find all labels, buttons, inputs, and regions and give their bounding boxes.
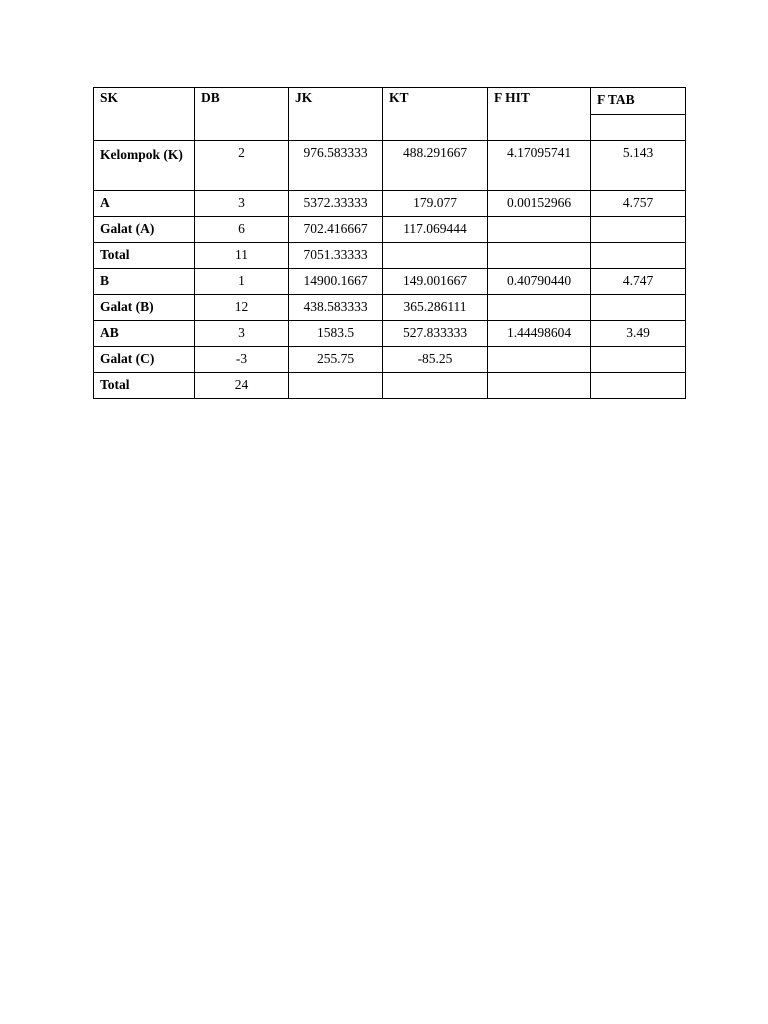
row-label: Galat (C) bbox=[94, 347, 195, 373]
cell-kt: 527.833333 bbox=[383, 321, 488, 347]
row-label: Total bbox=[94, 243, 195, 269]
cell-db: 24 bbox=[195, 373, 289, 399]
cell-db: 12 bbox=[195, 295, 289, 321]
cell-jk: 255.75 bbox=[289, 347, 383, 373]
row-label: Total bbox=[94, 373, 195, 399]
table-row bbox=[94, 373, 686, 399]
cell-ftab bbox=[591, 295, 686, 321]
cell-db: 11 bbox=[195, 243, 289, 269]
header-ftab-cell bbox=[591, 88, 686, 141]
anova-table bbox=[93, 87, 686, 399]
header-jk: JK bbox=[289, 88, 383, 141]
cell-jk: 5372.33333 bbox=[289, 191, 383, 217]
header-fhit: F HIT bbox=[488, 88, 591, 141]
header-row bbox=[94, 88, 686, 141]
row-label: A bbox=[94, 191, 195, 217]
cell-jk: 14900.1667 bbox=[289, 269, 383, 295]
cell-jk: 7051.33333 bbox=[289, 243, 383, 269]
table-row bbox=[94, 347, 686, 373]
cell-db: 1 bbox=[195, 269, 289, 295]
cell-db: 2 bbox=[195, 141, 289, 191]
cell-kt bbox=[383, 373, 488, 399]
cell-fhit: 0.40790440 bbox=[488, 269, 591, 295]
table-row bbox=[94, 191, 686, 217]
cell-jk: 438.583333 bbox=[289, 295, 383, 321]
cell-kt: 117.069444 bbox=[383, 217, 488, 243]
cell-fhit bbox=[488, 217, 591, 243]
cell-fhit bbox=[488, 243, 591, 269]
cell-db: -3 bbox=[195, 347, 289, 373]
cell-ftab bbox=[591, 243, 686, 269]
cell-fhit: 4.17095741 bbox=[488, 141, 591, 191]
header-db: DB bbox=[195, 88, 289, 141]
cell-jk: 702.416667 bbox=[289, 217, 383, 243]
table-row bbox=[94, 217, 686, 243]
row-label: AB bbox=[94, 321, 195, 347]
cell-ftab: 4.747 bbox=[591, 269, 686, 295]
row-label: B bbox=[94, 269, 195, 295]
header-sk: SK bbox=[94, 88, 195, 141]
cell-kt: 149.001667 bbox=[383, 269, 488, 295]
cell-ftab: 5.143 bbox=[591, 141, 686, 191]
cell-ftab bbox=[591, 373, 686, 399]
cell-kt: -85.25 bbox=[383, 347, 488, 373]
cell-ftab bbox=[591, 347, 686, 373]
cell-kt: 488.291667 bbox=[383, 141, 488, 191]
cell-kt: 365.286111 bbox=[383, 295, 488, 321]
table-row bbox=[94, 295, 686, 321]
cell-kt: 179.077 bbox=[383, 191, 488, 217]
cell-fhit bbox=[488, 373, 591, 399]
cell-db: 6 bbox=[195, 217, 289, 243]
cell-ftab: 3.49 bbox=[591, 321, 686, 347]
cell-fhit bbox=[488, 347, 591, 373]
table-row bbox=[94, 321, 686, 347]
cell-ftab: 4.757 bbox=[591, 191, 686, 217]
table-row bbox=[94, 141, 686, 191]
cell-kt bbox=[383, 243, 488, 269]
cell-db: 3 bbox=[195, 191, 289, 217]
header-ftab-subcell bbox=[591, 114, 685, 140]
cell-fhit bbox=[488, 295, 591, 321]
cell-jk bbox=[289, 373, 383, 399]
cell-fhit: 1.44498604 bbox=[488, 321, 591, 347]
cell-jk: 1583.5 bbox=[289, 321, 383, 347]
row-label: Galat (B) bbox=[94, 295, 195, 321]
cell-fhit: 0.00152966 bbox=[488, 191, 591, 217]
cell-db: 3 bbox=[195, 321, 289, 347]
table-row bbox=[94, 243, 686, 269]
row-label: Galat (A) bbox=[94, 217, 195, 243]
header-kt: KT bbox=[383, 88, 488, 141]
row-label: Kelompok (K) bbox=[94, 141, 195, 191]
table-row bbox=[94, 269, 686, 295]
cell-jk: 976.583333 bbox=[289, 141, 383, 191]
header-ftab: F TAB bbox=[597, 92, 635, 107]
cell-ftab bbox=[591, 217, 686, 243]
